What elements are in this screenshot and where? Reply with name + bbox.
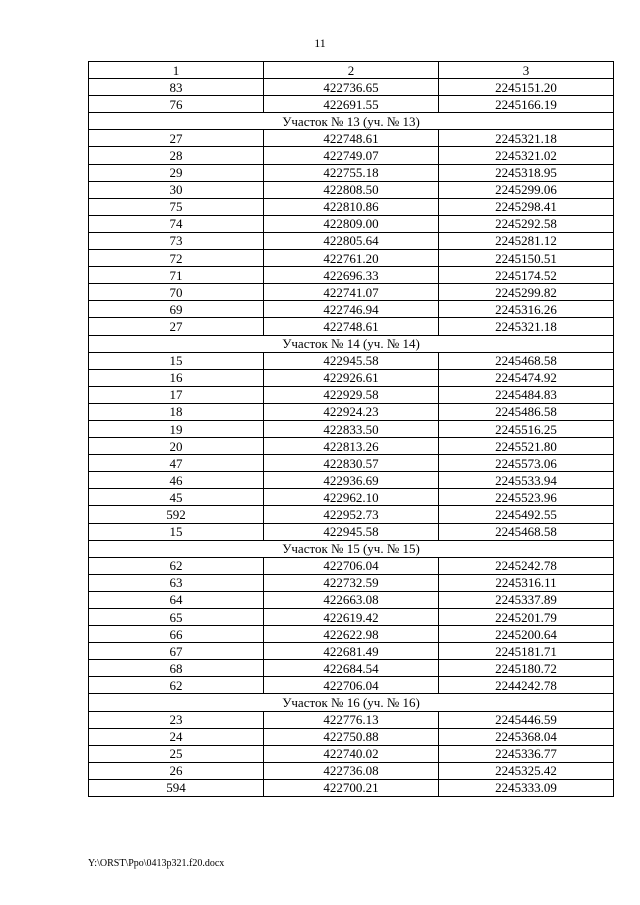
y-coordinate-cell: 2245150.51 (439, 250, 614, 267)
point-number-cell: 62 (89, 677, 264, 694)
point-number-cell: 19 (89, 420, 264, 437)
point-number-cell: 16 (89, 369, 264, 386)
table-row (89, 352, 614, 369)
point-number-cell: 592 (89, 506, 264, 523)
y-coordinate-cell: 2245166.19 (439, 96, 614, 113)
table-row (89, 147, 614, 164)
section-title: Участок № 16 (уч. № 16) (89, 694, 614, 711)
point-number-cell: 46 (89, 472, 264, 489)
point-number-cell: 63 (89, 574, 264, 591)
x-coordinate-cell: 422748.61 (264, 318, 439, 335)
y-coordinate-cell: 2245468.58 (439, 352, 614, 369)
table-row (89, 472, 614, 489)
table-row (89, 677, 614, 694)
section-header-row (89, 540, 614, 557)
x-coordinate-cell: 422663.08 (264, 591, 439, 608)
x-coordinate-cell: 422761.20 (264, 250, 439, 267)
section-title: Участок № 14 (уч. № 14) (89, 335, 614, 352)
y-coordinate-cell: 2245181.71 (439, 643, 614, 660)
table-row (89, 181, 614, 198)
y-coordinate-cell: 2245336.77 (439, 745, 614, 762)
y-coordinate-cell: 2245474.92 (439, 369, 614, 386)
point-number-cell: 15 (89, 352, 264, 369)
x-coordinate-cell: 422750.88 (264, 728, 439, 745)
point-number-cell: 65 (89, 609, 264, 626)
table-row (89, 643, 614, 660)
x-coordinate-cell: 422681.49 (264, 643, 439, 660)
point-number-cell: 83 (89, 79, 264, 96)
page-number: 11 (314, 36, 326, 50)
y-coordinate-cell: 2245523.96 (439, 489, 614, 506)
table-row (89, 779, 614, 796)
section-title: Участок № 13 (уч. № 13) (89, 113, 614, 130)
column-header: 1 (89, 62, 264, 79)
table-row (89, 267, 614, 284)
y-coordinate-cell: 2245321.18 (439, 130, 614, 147)
point-number-cell: 66 (89, 626, 264, 643)
point-number-cell: 26 (89, 762, 264, 779)
x-coordinate-cell: 422755.18 (264, 164, 439, 181)
point-number-cell: 76 (89, 96, 264, 113)
table-header-row (89, 62, 614, 79)
x-coordinate-cell: 422926.61 (264, 369, 439, 386)
table-row (89, 591, 614, 608)
point-number-cell: 67 (89, 643, 264, 660)
x-coordinate-cell: 422833.50 (264, 420, 439, 437)
table-row (89, 369, 614, 386)
y-coordinate-cell: 2245299.06 (439, 181, 614, 198)
table-row (89, 506, 614, 523)
y-coordinate-cell: 2245368.04 (439, 728, 614, 745)
y-coordinate-cell: 2245521.80 (439, 438, 614, 455)
table-row (89, 523, 614, 540)
x-coordinate-cell: 422696.33 (264, 267, 439, 284)
x-coordinate-cell: 422622.98 (264, 626, 439, 643)
x-coordinate-cell: 422741.07 (264, 284, 439, 301)
x-coordinate-cell: 422936.69 (264, 472, 439, 489)
table-row (89, 79, 614, 96)
y-coordinate-cell: 2245337.89 (439, 591, 614, 608)
table-row (89, 762, 614, 779)
point-number-cell: 75 (89, 198, 264, 215)
column-header: 2 (264, 62, 439, 79)
table-row (89, 557, 614, 574)
y-coordinate-cell: 2245180.72 (439, 660, 614, 677)
x-coordinate-cell: 422700.21 (264, 779, 439, 796)
x-coordinate-cell: 422952.73 (264, 506, 439, 523)
y-coordinate-cell: 2244242.78 (439, 677, 614, 694)
point-number-cell: 62 (89, 557, 264, 574)
y-coordinate-cell: 2245484.83 (439, 386, 614, 403)
point-number-cell: 45 (89, 489, 264, 506)
point-number-cell: 17 (89, 386, 264, 403)
table-row (89, 96, 614, 113)
x-coordinate-cell: 422810.86 (264, 198, 439, 215)
y-coordinate-cell: 2245298.41 (439, 198, 614, 215)
point-number-cell: 72 (89, 250, 264, 267)
point-number-cell: 24 (89, 728, 264, 745)
y-coordinate-cell: 2245242.78 (439, 557, 614, 574)
point-number-cell: 74 (89, 215, 264, 232)
y-coordinate-cell: 2245321.02 (439, 147, 614, 164)
y-coordinate-cell: 2245200.64 (439, 626, 614, 643)
point-number-cell: 20 (89, 438, 264, 455)
x-coordinate-cell: 422808.50 (264, 181, 439, 198)
point-number-cell: 47 (89, 455, 264, 472)
x-coordinate-cell: 422619.42 (264, 609, 439, 626)
y-coordinate-cell: 2245151.20 (439, 79, 614, 96)
x-coordinate-cell: 422736.65 (264, 79, 439, 96)
point-number-cell: 25 (89, 745, 264, 762)
point-number-cell: 71 (89, 267, 264, 284)
section-header-row (89, 113, 614, 130)
point-number-cell: 70 (89, 284, 264, 301)
table-row (89, 318, 614, 335)
x-coordinate-cell: 422732.59 (264, 574, 439, 591)
x-coordinate-cell: 422805.64 (264, 232, 439, 249)
point-number-cell: 73 (89, 232, 264, 249)
y-coordinate-cell: 2245281.12 (439, 232, 614, 249)
x-coordinate-cell: 422746.94 (264, 301, 439, 318)
point-number-cell: 27 (89, 130, 264, 147)
coordinates-table (88, 61, 614, 797)
point-number-cell: 18 (89, 403, 264, 420)
table-row (89, 660, 614, 677)
section-header-row (89, 335, 614, 352)
table-row (89, 574, 614, 591)
point-number-cell: 64 (89, 591, 264, 608)
y-coordinate-cell: 2245201.79 (439, 609, 614, 626)
point-number-cell: 15 (89, 523, 264, 540)
point-number-cell: 30 (89, 181, 264, 198)
point-number-cell: 23 (89, 711, 264, 728)
point-number-cell: 69 (89, 301, 264, 318)
y-coordinate-cell: 2245486.58 (439, 403, 614, 420)
table-row (89, 609, 614, 626)
table-row (89, 438, 614, 455)
x-coordinate-cell: 422684.54 (264, 660, 439, 677)
coordinates-table-body (89, 62, 614, 797)
table-row (89, 232, 614, 249)
table-row (89, 250, 614, 267)
x-coordinate-cell: 422809.00 (264, 215, 439, 232)
y-coordinate-cell: 2245446.59 (439, 711, 614, 728)
y-coordinate-cell: 2245299.82 (439, 284, 614, 301)
x-coordinate-cell: 422924.23 (264, 403, 439, 420)
table-row (89, 489, 614, 506)
x-coordinate-cell: 422748.61 (264, 130, 439, 147)
x-coordinate-cell: 422830.57 (264, 455, 439, 472)
x-coordinate-cell: 422776.13 (264, 711, 439, 728)
table-row (89, 198, 614, 215)
table-row (89, 386, 614, 403)
point-number-cell: 68 (89, 660, 264, 677)
y-coordinate-cell: 2245573.06 (439, 455, 614, 472)
table-row (89, 745, 614, 762)
y-coordinate-cell: 2245492.55 (439, 506, 614, 523)
x-coordinate-cell: 422945.58 (264, 352, 439, 369)
x-coordinate-cell: 422813.26 (264, 438, 439, 455)
x-coordinate-cell: 422736.08 (264, 762, 439, 779)
file-path-footer: Y:\ORST\Ppo\0413p321.f20.docx (88, 858, 225, 869)
y-coordinate-cell: 2245316.26 (439, 301, 614, 318)
y-coordinate-cell: 2245325.42 (439, 762, 614, 779)
x-coordinate-cell: 422749.07 (264, 147, 439, 164)
table-row (89, 215, 614, 232)
x-coordinate-cell: 422945.58 (264, 523, 439, 540)
y-coordinate-cell: 2245516.25 (439, 420, 614, 437)
point-number-cell: 27 (89, 318, 264, 335)
table-row (89, 130, 614, 147)
section-header-row (89, 694, 614, 711)
section-title: Участок № 15 (уч. № 15) (89, 540, 614, 557)
table-row (89, 420, 614, 437)
y-coordinate-cell: 2245533.94 (439, 472, 614, 489)
y-coordinate-cell: 2245333.09 (439, 779, 614, 796)
table-row (89, 728, 614, 745)
table-row (89, 626, 614, 643)
x-coordinate-cell: 422740.02 (264, 745, 439, 762)
y-coordinate-cell: 2245292.58 (439, 215, 614, 232)
column-header: 3 (439, 62, 614, 79)
point-number-cell: 594 (89, 779, 264, 796)
y-coordinate-cell: 2245174.52 (439, 267, 614, 284)
table-row (89, 301, 614, 318)
y-coordinate-cell: 2245321.18 (439, 318, 614, 335)
table-row (89, 284, 614, 301)
y-coordinate-cell: 2245316.11 (439, 574, 614, 591)
table-row (89, 711, 614, 728)
table-row (89, 403, 614, 420)
x-coordinate-cell: 422691.55 (264, 96, 439, 113)
x-coordinate-cell: 422706.04 (264, 677, 439, 694)
point-number-cell: 29 (89, 164, 264, 181)
y-coordinate-cell: 2245318.95 (439, 164, 614, 181)
table-row (89, 455, 614, 472)
x-coordinate-cell: 422929.58 (264, 386, 439, 403)
y-coordinate-cell: 2245468.58 (439, 523, 614, 540)
x-coordinate-cell: 422706.04 (264, 557, 439, 574)
table-row (89, 164, 614, 181)
x-coordinate-cell: 422962.10 (264, 489, 439, 506)
point-number-cell: 28 (89, 147, 264, 164)
